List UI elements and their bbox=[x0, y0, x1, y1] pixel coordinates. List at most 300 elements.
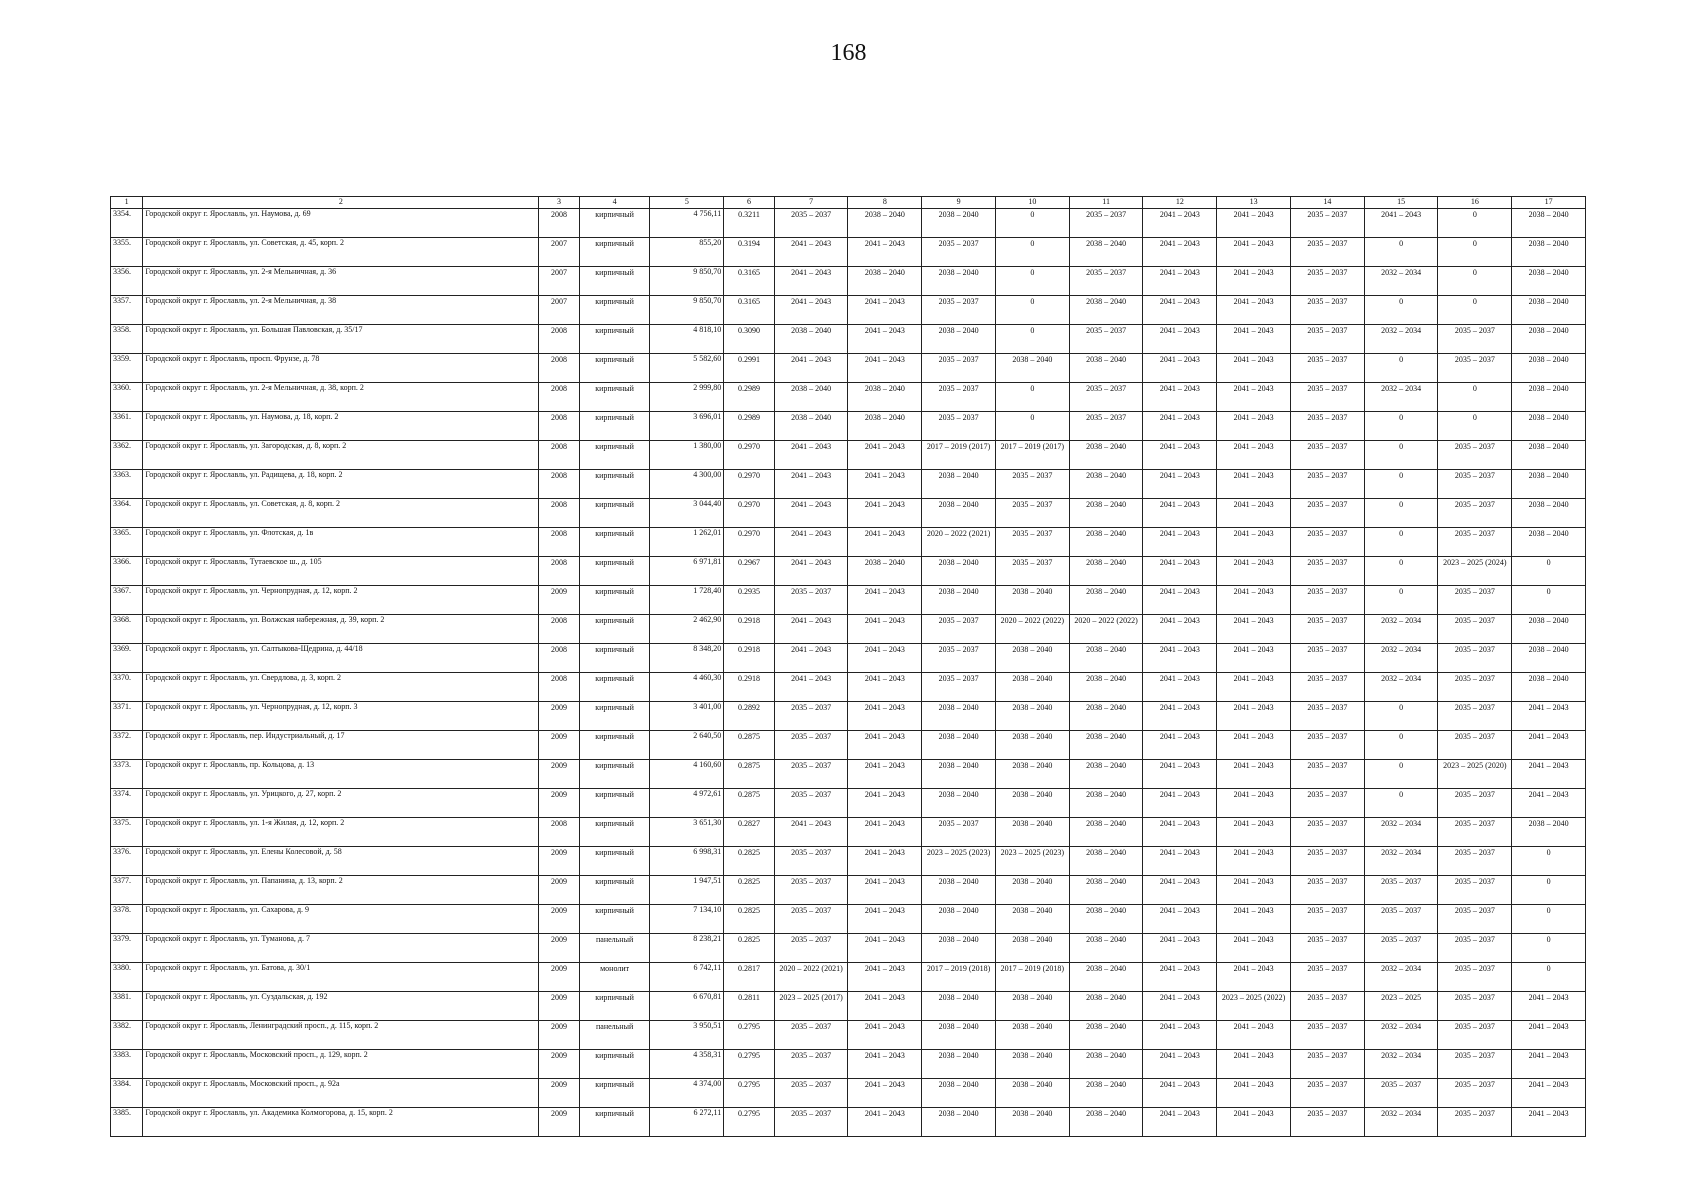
period-col-17-cell: 2038 – 2040 bbox=[1512, 412, 1586, 441]
period-col-16-cell: 2035 – 2037 bbox=[1438, 847, 1512, 876]
period-col-11-cell: 2038 – 2040 bbox=[1069, 644, 1143, 673]
table-row bbox=[111, 673, 1586, 702]
area-cell: 6 272,11 bbox=[650, 1108, 724, 1137]
table-row bbox=[111, 1108, 1586, 1137]
period-col-13-cell: 2041 – 2043 bbox=[1217, 876, 1291, 905]
period-col-14-cell: 2035 – 2037 bbox=[1290, 209, 1364, 238]
period-col-17-cell: 0 bbox=[1512, 557, 1586, 586]
address-cell: Городской округ г. Ярославль, ул. Наумова, д. 69 bbox=[143, 209, 539, 238]
period-col-8-cell: 2041 – 2043 bbox=[848, 528, 922, 557]
address-cell: Городской округ г. Ярославль, ул. Урицкого, д. 27, корп. 2 bbox=[143, 789, 539, 818]
period-col-10-cell: 2020 – 2022 (2022) bbox=[995, 615, 1069, 644]
address-cell: Городской округ г. Ярославль, ул. Папанина, д. 13, корп. 2 bbox=[143, 876, 539, 905]
period-col-10-cell: 2038 – 2040 bbox=[995, 1021, 1069, 1050]
address-cell: Городской округ г. Ярославль, ул. Суздальская, д. 192 bbox=[143, 992, 539, 1021]
period-col-13-cell: 2041 – 2043 bbox=[1217, 934, 1291, 963]
period-col-11-cell: 2038 – 2040 bbox=[1069, 528, 1143, 557]
period-col-10-cell: 2038 – 2040 bbox=[995, 818, 1069, 847]
table-row bbox=[111, 267, 1586, 296]
period-col-14-cell: 2035 – 2037 bbox=[1290, 1021, 1364, 1050]
period-col-11-cell: 2038 – 2040 bbox=[1069, 1050, 1143, 1079]
table-row bbox=[111, 209, 1586, 238]
coefficient-cell: 0.2825 bbox=[724, 847, 775, 876]
area-cell: 1 728,40 bbox=[650, 586, 724, 615]
column-header-14: 14 bbox=[1290, 197, 1364, 209]
period-col-7-cell: 2035 – 2037 bbox=[774, 1108, 848, 1137]
period-col-13-cell: 2041 – 2043 bbox=[1217, 905, 1291, 934]
period-col-8-cell: 2038 – 2040 bbox=[848, 557, 922, 586]
period-col-10-cell: 2038 – 2040 bbox=[995, 731, 1069, 760]
period-col-11-cell: 2038 – 2040 bbox=[1069, 354, 1143, 383]
period-col-7-cell: 2041 – 2043 bbox=[774, 267, 848, 296]
row-number-cell: 3361. bbox=[111, 412, 143, 441]
address-cell: Городской округ г. Ярославль, ул. Советская, д. 8, корп. 2 bbox=[143, 499, 539, 528]
period-col-7-cell: 2035 – 2037 bbox=[774, 209, 848, 238]
wall-material-cell: кирпичный bbox=[579, 760, 650, 789]
period-col-12-cell: 2041 – 2043 bbox=[1143, 586, 1217, 615]
column-header-17: 17 bbox=[1512, 197, 1586, 209]
period-col-10-cell: 0 bbox=[995, 383, 1069, 412]
coefficient-cell: 0.2918 bbox=[724, 615, 775, 644]
period-col-12-cell: 2041 – 2043 bbox=[1143, 557, 1217, 586]
period-col-8-cell: 2041 – 2043 bbox=[848, 818, 922, 847]
year-built-cell: 2009 bbox=[539, 1021, 579, 1050]
table-row bbox=[111, 963, 1586, 992]
period-col-10-cell: 0 bbox=[995, 296, 1069, 325]
period-col-11-cell: 2035 – 2037 bbox=[1069, 383, 1143, 412]
wall-material-cell: кирпичный bbox=[579, 673, 650, 702]
address-cell: Городской округ г. Ярославль, ул. Советская, д. 45, корп. 2 bbox=[143, 238, 539, 267]
coefficient-cell: 0.3090 bbox=[724, 325, 775, 354]
address-cell: Городской округ г. Ярославль, ул. Большая Павловская, д. 35/17 bbox=[143, 325, 539, 354]
period-col-14-cell: 2035 – 2037 bbox=[1290, 731, 1364, 760]
row-number-cell: 3385. bbox=[111, 1108, 143, 1137]
table-row bbox=[111, 470, 1586, 499]
address-cell: Городской округ г. Ярославль, ул. Чернопрудная, д. 12, корп. 2 bbox=[143, 586, 539, 615]
row-number-cell: 3364. bbox=[111, 499, 143, 528]
period-col-11-cell: 2038 – 2040 bbox=[1069, 905, 1143, 934]
period-col-12-cell: 2041 – 2043 bbox=[1143, 963, 1217, 992]
area-cell: 5 582,60 bbox=[650, 354, 724, 383]
column-header-9: 9 bbox=[922, 197, 996, 209]
area-cell: 9 850,70 bbox=[650, 267, 724, 296]
wall-material-cell: панельный bbox=[579, 934, 650, 963]
period-col-17-cell: 2041 – 2043 bbox=[1512, 760, 1586, 789]
period-col-12-cell: 2041 – 2043 bbox=[1143, 238, 1217, 267]
period-col-17-cell: 0 bbox=[1512, 934, 1586, 963]
period-col-9-cell: 2038 – 2040 bbox=[922, 731, 996, 760]
address-cell: Городской округ г. Ярославль, ул. Академика Колмогорова, д. 15, корп. 2 bbox=[143, 1108, 539, 1137]
year-built-cell: 2008 bbox=[539, 673, 579, 702]
coefficient-cell: 0.2811 bbox=[724, 992, 775, 1021]
period-col-8-cell: 2041 – 2043 bbox=[848, 1021, 922, 1050]
coefficient-cell: 0.3165 bbox=[724, 267, 775, 296]
period-col-9-cell: 2035 – 2037 bbox=[922, 238, 996, 267]
period-col-8-cell: 2041 – 2043 bbox=[848, 905, 922, 934]
period-col-7-cell: 2038 – 2040 bbox=[774, 412, 848, 441]
period-col-11-cell: 2038 – 2040 bbox=[1069, 238, 1143, 267]
address-cell: Городской округ г. Ярославль, ул. Батова, д. 30/1 bbox=[143, 963, 539, 992]
year-built-cell: 2007 bbox=[539, 296, 579, 325]
period-col-11-cell: 2038 – 2040 bbox=[1069, 470, 1143, 499]
year-built-cell: 2009 bbox=[539, 847, 579, 876]
row-number-cell: 3357. bbox=[111, 296, 143, 325]
period-col-10-cell: 2035 – 2037 bbox=[995, 470, 1069, 499]
period-col-11-cell: 2038 – 2040 bbox=[1069, 557, 1143, 586]
year-built-cell: 2009 bbox=[539, 760, 579, 789]
period-col-13-cell: 2041 – 2043 bbox=[1217, 325, 1291, 354]
period-col-16-cell: 2035 – 2037 bbox=[1438, 354, 1512, 383]
year-built-cell: 2009 bbox=[539, 934, 579, 963]
repair-schedule-table-container bbox=[110, 196, 1586, 1137]
coefficient-cell: 0.2970 bbox=[724, 441, 775, 470]
column-header-7: 7 bbox=[774, 197, 848, 209]
year-built-cell: 2008 bbox=[539, 644, 579, 673]
wall-material-cell: кирпичный bbox=[579, 441, 650, 470]
period-col-13-cell: 2041 – 2043 bbox=[1217, 267, 1291, 296]
period-col-15-cell: 2032 – 2034 bbox=[1364, 325, 1438, 354]
address-cell: Городской округ г. Ярославль, ул. 2-я Мельничная, д. 36 bbox=[143, 267, 539, 296]
period-col-17-cell: 2041 – 2043 bbox=[1512, 1108, 1586, 1137]
period-col-15-cell: 0 bbox=[1364, 789, 1438, 818]
period-col-15-cell: 2035 – 2037 bbox=[1364, 934, 1438, 963]
row-number-cell: 3380. bbox=[111, 963, 143, 992]
wall-material-cell: кирпичный bbox=[579, 731, 650, 760]
row-number-cell: 3369. bbox=[111, 644, 143, 673]
period-col-9-cell: 2038 – 2040 bbox=[922, 1108, 996, 1137]
period-col-7-cell: 2035 – 2037 bbox=[774, 789, 848, 818]
period-col-14-cell: 2035 – 2037 bbox=[1290, 557, 1364, 586]
address-cell: Городской округ г. Ярославль, Ленинградский просп., д. 115, корп. 2 bbox=[143, 1021, 539, 1050]
year-built-cell: 2009 bbox=[539, 789, 579, 818]
period-col-8-cell: 2041 – 2043 bbox=[848, 934, 922, 963]
area-cell: 7 134,10 bbox=[650, 905, 724, 934]
period-col-12-cell: 2041 – 2043 bbox=[1143, 731, 1217, 760]
period-col-16-cell: 2023 – 2025 (2020) bbox=[1438, 760, 1512, 789]
year-built-cell: 2009 bbox=[539, 702, 579, 731]
period-col-16-cell: 2035 – 2037 bbox=[1438, 499, 1512, 528]
column-header-5: 5 bbox=[650, 197, 724, 209]
period-col-7-cell: 2035 – 2037 bbox=[774, 1021, 848, 1050]
year-built-cell: 2009 bbox=[539, 1050, 579, 1079]
period-col-10-cell: 2038 – 2040 bbox=[995, 876, 1069, 905]
period-col-13-cell: 2041 – 2043 bbox=[1217, 528, 1291, 557]
period-col-15-cell: 0 bbox=[1364, 296, 1438, 325]
period-col-9-cell: 2038 – 2040 bbox=[922, 702, 996, 731]
period-col-9-cell: 2038 – 2040 bbox=[922, 557, 996, 586]
period-col-7-cell: 2041 – 2043 bbox=[774, 238, 848, 267]
period-col-12-cell: 2041 – 2043 bbox=[1143, 992, 1217, 1021]
period-col-13-cell: 2041 – 2043 bbox=[1217, 441, 1291, 470]
area-cell: 6 971,81 bbox=[650, 557, 724, 586]
period-col-14-cell: 2035 – 2037 bbox=[1290, 1108, 1364, 1137]
address-cell: Городской округ г. Ярославль, Московский просп., д. 129, корп. 2 bbox=[143, 1050, 539, 1079]
table-row bbox=[111, 702, 1586, 731]
period-col-16-cell: 2035 – 2037 bbox=[1438, 818, 1512, 847]
address-cell: Городской округ г. Ярославль, ул. 1-я Жилая, д. 12, корп. 2 bbox=[143, 818, 539, 847]
period-col-7-cell: 2035 – 2037 bbox=[774, 934, 848, 963]
row-number-cell: 3368. bbox=[111, 615, 143, 644]
row-number-cell: 3377. bbox=[111, 876, 143, 905]
year-built-cell: 2009 bbox=[539, 963, 579, 992]
period-col-13-cell: 2041 – 2043 bbox=[1217, 847, 1291, 876]
period-col-7-cell: 2041 – 2043 bbox=[774, 644, 848, 673]
period-col-16-cell: 2035 – 2037 bbox=[1438, 615, 1512, 644]
period-col-14-cell: 2035 – 2037 bbox=[1290, 934, 1364, 963]
row-number-cell: 3355. bbox=[111, 238, 143, 267]
wall-material-cell: кирпичный bbox=[579, 586, 650, 615]
period-col-15-cell: 0 bbox=[1364, 238, 1438, 267]
period-col-13-cell: 2041 – 2043 bbox=[1217, 557, 1291, 586]
coefficient-cell: 0.2892 bbox=[724, 702, 775, 731]
coefficient-cell: 0.2825 bbox=[724, 905, 775, 934]
period-col-15-cell: 0 bbox=[1364, 470, 1438, 499]
period-col-9-cell: 2038 – 2040 bbox=[922, 470, 996, 499]
period-col-9-cell: 2020 – 2022 (2021) bbox=[922, 528, 996, 557]
period-col-12-cell: 2041 – 2043 bbox=[1143, 1108, 1217, 1137]
period-col-16-cell: 2035 – 2037 bbox=[1438, 1108, 1512, 1137]
year-built-cell: 2009 bbox=[539, 905, 579, 934]
table-row bbox=[111, 760, 1586, 789]
row-number-cell: 3359. bbox=[111, 354, 143, 383]
period-col-12-cell: 2041 – 2043 bbox=[1143, 528, 1217, 557]
area-cell: 1 947,51 bbox=[650, 876, 724, 905]
area-cell: 1 380,00 bbox=[650, 441, 724, 470]
period-col-12-cell: 2041 – 2043 bbox=[1143, 209, 1217, 238]
address-cell: Городской округ г. Ярославль, ул. Туманова, д. 7 bbox=[143, 934, 539, 963]
column-header-1: 1 bbox=[111, 197, 143, 209]
row-number-cell: 3373. bbox=[111, 760, 143, 789]
coefficient-cell: 0.2875 bbox=[724, 731, 775, 760]
year-built-cell: 2009 bbox=[539, 1079, 579, 1108]
period-col-16-cell: 2035 – 2037 bbox=[1438, 644, 1512, 673]
address-cell: Городской округ г. Ярославль, Тутаевское ш., д. 105 bbox=[143, 557, 539, 586]
period-col-12-cell: 2041 – 2043 bbox=[1143, 1021, 1217, 1050]
period-col-16-cell: 2035 – 2037 bbox=[1438, 731, 1512, 760]
period-col-9-cell: 2038 – 2040 bbox=[922, 1079, 996, 1108]
period-col-14-cell: 2035 – 2037 bbox=[1290, 673, 1364, 702]
period-col-15-cell: 2032 – 2034 bbox=[1364, 1050, 1438, 1079]
period-col-11-cell: 2038 – 2040 bbox=[1069, 1079, 1143, 1108]
address-cell: Городской округ г. Ярославль, просп. Фрунзе, д. 78 bbox=[143, 354, 539, 383]
column-header-16: 16 bbox=[1438, 197, 1512, 209]
period-col-7-cell: 2035 – 2037 bbox=[774, 586, 848, 615]
period-col-12-cell: 2041 – 2043 bbox=[1143, 702, 1217, 731]
period-col-12-cell: 2041 – 2043 bbox=[1143, 789, 1217, 818]
period-col-7-cell: 2041 – 2043 bbox=[774, 557, 848, 586]
table-row bbox=[111, 934, 1586, 963]
period-col-9-cell: 2038 – 2040 bbox=[922, 876, 996, 905]
period-col-14-cell: 2035 – 2037 bbox=[1290, 267, 1364, 296]
row-number-cell: 3371. bbox=[111, 702, 143, 731]
period-col-12-cell: 2041 – 2043 bbox=[1143, 1050, 1217, 1079]
period-col-8-cell: 2038 – 2040 bbox=[848, 383, 922, 412]
period-col-16-cell: 2035 – 2037 bbox=[1438, 586, 1512, 615]
area-cell: 3 950,51 bbox=[650, 1021, 724, 1050]
row-number-cell: 3360. bbox=[111, 383, 143, 412]
period-col-15-cell: 2032 – 2034 bbox=[1364, 644, 1438, 673]
period-col-7-cell: 2041 – 2043 bbox=[774, 354, 848, 383]
row-number-cell: 3381. bbox=[111, 992, 143, 1021]
address-cell: Городской округ г. Ярославль, ул. Салтыкова-Щедрина, д. 44/18 bbox=[143, 644, 539, 673]
year-built-cell: 2009 bbox=[539, 992, 579, 1021]
table-row bbox=[111, 296, 1586, 325]
period-col-15-cell: 0 bbox=[1364, 499, 1438, 528]
period-col-15-cell: 0 bbox=[1364, 354, 1438, 383]
period-col-11-cell: 2038 – 2040 bbox=[1069, 1021, 1143, 1050]
period-col-14-cell: 2035 – 2037 bbox=[1290, 1050, 1364, 1079]
period-col-12-cell: 2041 – 2043 bbox=[1143, 934, 1217, 963]
period-col-16-cell: 0 bbox=[1438, 383, 1512, 412]
period-col-16-cell: 2023 – 2025 (2024) bbox=[1438, 557, 1512, 586]
period-col-12-cell: 2041 – 2043 bbox=[1143, 499, 1217, 528]
address-cell: Городской округ г. Ярославль, ул. Елены Колесовой, д. 58 bbox=[143, 847, 539, 876]
period-col-15-cell: 0 bbox=[1364, 557, 1438, 586]
wall-material-cell: монолит bbox=[579, 963, 650, 992]
period-col-10-cell: 2038 – 2040 bbox=[995, 673, 1069, 702]
row-number-cell: 3372. bbox=[111, 731, 143, 760]
table-row bbox=[111, 528, 1586, 557]
wall-material-cell: кирпичный bbox=[579, 1079, 650, 1108]
row-number-cell: 3375. bbox=[111, 818, 143, 847]
area-cell: 4 972,61 bbox=[650, 789, 724, 818]
period-col-17-cell: 2041 – 2043 bbox=[1512, 731, 1586, 760]
period-col-11-cell: 2038 – 2040 bbox=[1069, 731, 1143, 760]
period-col-12-cell: 2041 – 2043 bbox=[1143, 818, 1217, 847]
period-col-10-cell: 0 bbox=[995, 325, 1069, 354]
period-col-8-cell: 2041 – 2043 bbox=[848, 644, 922, 673]
wall-material-cell: кирпичный bbox=[579, 876, 650, 905]
period-col-15-cell: 0 bbox=[1364, 412, 1438, 441]
period-col-16-cell: 2035 – 2037 bbox=[1438, 528, 1512, 557]
year-built-cell: 2008 bbox=[539, 412, 579, 441]
period-col-7-cell: 2041 – 2043 bbox=[774, 615, 848, 644]
period-col-14-cell: 2035 – 2037 bbox=[1290, 412, 1364, 441]
row-number-cell: 3362. bbox=[111, 441, 143, 470]
row-number-cell: 3383. bbox=[111, 1050, 143, 1079]
period-col-13-cell: 2041 – 2043 bbox=[1217, 760, 1291, 789]
period-col-17-cell: 2041 – 2043 bbox=[1512, 992, 1586, 1021]
period-col-12-cell: 2041 – 2043 bbox=[1143, 412, 1217, 441]
row-number-cell: 3384. bbox=[111, 1079, 143, 1108]
coefficient-cell: 0.2825 bbox=[724, 934, 775, 963]
period-col-10-cell: 2038 – 2040 bbox=[995, 586, 1069, 615]
period-col-8-cell: 2041 – 2043 bbox=[848, 354, 922, 383]
coefficient-cell: 0.2875 bbox=[724, 760, 775, 789]
period-col-15-cell: 2035 – 2037 bbox=[1364, 876, 1438, 905]
period-col-13-cell: 2041 – 2043 bbox=[1217, 731, 1291, 760]
period-col-16-cell: 2035 – 2037 bbox=[1438, 470, 1512, 499]
table-row bbox=[111, 644, 1586, 673]
row-number-cell: 3358. bbox=[111, 325, 143, 354]
period-col-13-cell: 2041 – 2043 bbox=[1217, 702, 1291, 731]
address-cell: Городской округ г. Ярославль, пер. Индустриальный, д. 17 bbox=[143, 731, 539, 760]
period-col-14-cell: 2035 – 2037 bbox=[1290, 354, 1364, 383]
period-col-9-cell: 2038 – 2040 bbox=[922, 992, 996, 1021]
table-row bbox=[111, 1050, 1586, 1079]
wall-material-cell: кирпичный bbox=[579, 470, 650, 499]
year-built-cell: 2008 bbox=[539, 383, 579, 412]
period-col-11-cell: 2038 – 2040 bbox=[1069, 760, 1143, 789]
area-cell: 9 850,70 bbox=[650, 296, 724, 325]
period-col-10-cell: 0 bbox=[995, 267, 1069, 296]
header-row bbox=[111, 197, 1586, 209]
period-col-8-cell: 2041 – 2043 bbox=[848, 992, 922, 1021]
wall-material-cell: кирпичный bbox=[579, 1050, 650, 1079]
coefficient-cell: 0.2935 bbox=[724, 586, 775, 615]
period-col-9-cell: 2038 – 2040 bbox=[922, 586, 996, 615]
table-row bbox=[111, 1079, 1586, 1108]
period-col-14-cell: 2035 – 2037 bbox=[1290, 789, 1364, 818]
area-cell: 4 818,10 bbox=[650, 325, 724, 354]
area-cell: 2 999,80 bbox=[650, 383, 724, 412]
period-col-9-cell: 2017 – 2019 (2017) bbox=[922, 441, 996, 470]
period-col-14-cell: 2035 – 2037 bbox=[1290, 992, 1364, 1021]
period-col-8-cell: 2041 – 2043 bbox=[848, 876, 922, 905]
period-col-16-cell: 2035 – 2037 bbox=[1438, 789, 1512, 818]
coefficient-cell: 0.2825 bbox=[724, 876, 775, 905]
period-col-14-cell: 2035 – 2037 bbox=[1290, 760, 1364, 789]
period-col-17-cell: 2041 – 2043 bbox=[1512, 1050, 1586, 1079]
period-col-15-cell: 0 bbox=[1364, 528, 1438, 557]
period-col-9-cell: 2038 – 2040 bbox=[922, 499, 996, 528]
wall-material-cell: кирпичный bbox=[579, 412, 650, 441]
period-col-11-cell: 2038 – 2040 bbox=[1069, 876, 1143, 905]
period-col-8-cell: 2038 – 2040 bbox=[848, 267, 922, 296]
period-col-13-cell: 2041 – 2043 bbox=[1217, 1079, 1291, 1108]
page-number: 168 bbox=[830, 40, 867, 66]
period-col-8-cell: 2041 – 2043 bbox=[848, 702, 922, 731]
coefficient-cell: 0.2795 bbox=[724, 1021, 775, 1050]
coefficient-cell: 0.2991 bbox=[724, 354, 775, 383]
table-row bbox=[111, 238, 1586, 267]
address-cell: Городской округ г. Ярославль, ул. Сахарова, д. 9 bbox=[143, 905, 539, 934]
period-col-9-cell: 2038 – 2040 bbox=[922, 267, 996, 296]
period-col-11-cell: 2035 – 2037 bbox=[1069, 412, 1143, 441]
period-col-7-cell: 2041 – 2043 bbox=[774, 528, 848, 557]
period-col-16-cell: 0 bbox=[1438, 296, 1512, 325]
period-col-12-cell: 2041 – 2043 bbox=[1143, 644, 1217, 673]
table-row bbox=[111, 557, 1586, 586]
column-header-8: 8 bbox=[848, 197, 922, 209]
wall-material-cell: кирпичный bbox=[579, 818, 650, 847]
period-col-12-cell: 2041 – 2043 bbox=[1143, 354, 1217, 383]
period-col-9-cell: 2017 – 2019 (2018) bbox=[922, 963, 996, 992]
year-built-cell: 2008 bbox=[539, 209, 579, 238]
period-col-14-cell: 2035 – 2037 bbox=[1290, 847, 1364, 876]
period-col-16-cell: 0 bbox=[1438, 238, 1512, 267]
period-col-16-cell: 2035 – 2037 bbox=[1438, 876, 1512, 905]
period-col-7-cell: 2041 – 2043 bbox=[774, 470, 848, 499]
coefficient-cell: 0.3165 bbox=[724, 296, 775, 325]
row-number-cell: 3366. bbox=[111, 557, 143, 586]
period-col-9-cell: 2035 – 2037 bbox=[922, 354, 996, 383]
table-row bbox=[111, 847, 1586, 876]
period-col-12-cell: 2041 – 2043 bbox=[1143, 1079, 1217, 1108]
period-col-7-cell: 2023 – 2025 (2017) bbox=[774, 992, 848, 1021]
period-col-16-cell: 0 bbox=[1438, 412, 1512, 441]
coefficient-cell: 0.2875 bbox=[724, 789, 775, 818]
area-cell: 2 462,90 bbox=[650, 615, 724, 644]
period-col-7-cell: 2035 – 2037 bbox=[774, 731, 848, 760]
period-col-7-cell: 2038 – 2040 bbox=[774, 325, 848, 354]
period-col-15-cell: 0 bbox=[1364, 760, 1438, 789]
period-col-9-cell: 2038 – 2040 bbox=[922, 760, 996, 789]
period-col-17-cell: 2038 – 2040 bbox=[1512, 209, 1586, 238]
row-number-cell: 3354. bbox=[111, 209, 143, 238]
period-col-13-cell: 2041 – 2043 bbox=[1217, 1108, 1291, 1137]
period-col-9-cell: 2038 – 2040 bbox=[922, 325, 996, 354]
